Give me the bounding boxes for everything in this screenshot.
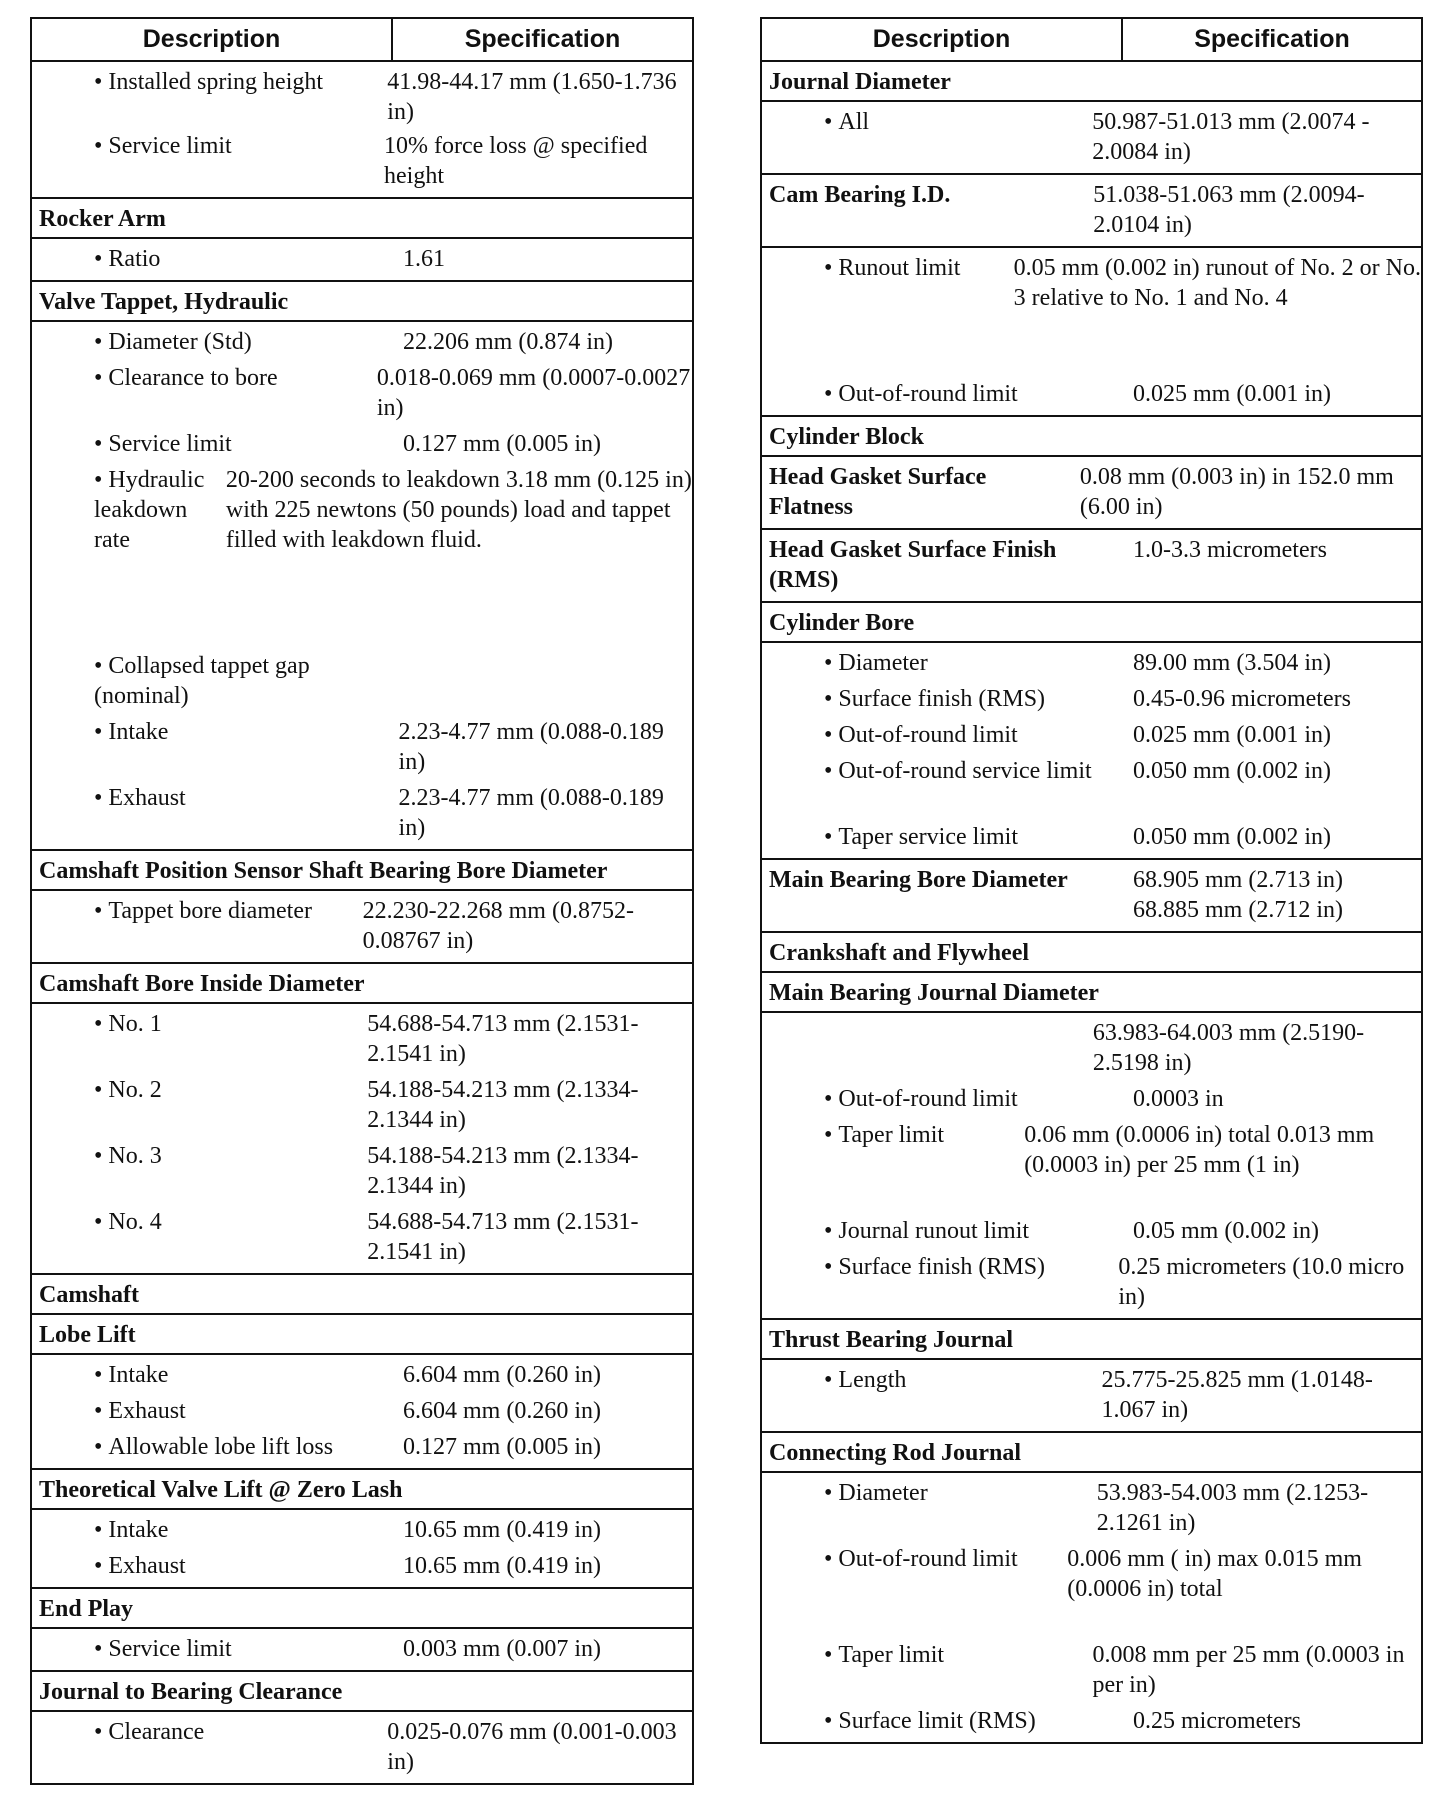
item-desc: • Installed spring height xyxy=(32,67,377,131)
item-spec: 0.0003 in xyxy=(1133,1086,1224,1112)
item-desc: • Surface limit (RMS) xyxy=(762,1706,1123,1736)
item-desc: • Clearance to bore xyxy=(32,363,367,429)
left-spec-table xyxy=(30,17,694,1785)
item-desc: • No. 3 xyxy=(32,1141,357,1207)
tappet-block xyxy=(31,321,693,850)
spring-block xyxy=(31,61,693,198)
item-desc: Head Gasket Surface Finish (RMS) xyxy=(769,537,1057,593)
item-desc: • Out-of-round service limit xyxy=(762,756,1123,822)
main-bearing-bore-row xyxy=(761,859,1422,932)
item-desc: • Runout limit xyxy=(762,253,1004,379)
item-spec: 0.45-0.96 micrometers xyxy=(1133,686,1351,712)
item-desc: • No. 1 xyxy=(32,1009,357,1075)
item-desc: • Length xyxy=(762,1365,1092,1425)
item-desc: Cam Bearing I.D. xyxy=(769,182,951,208)
item-desc: Main Bearing Bore Diameter xyxy=(769,867,1068,893)
item-spec: 0.008 mm per 25 mm (0.0003 in per in) xyxy=(1092,1642,1405,1698)
item-desc: • Diameter (Std) xyxy=(32,327,393,363)
cam-bearing-row xyxy=(761,174,1422,247)
item-spec: 0.25 micrometers xyxy=(1133,1708,1301,1734)
item-desc: • Taper limit xyxy=(762,1120,1014,1216)
item-spec: 54.688-54.713 mm (2.1531-2.1541 in) xyxy=(367,1209,639,1265)
section-crankshaft: Crankshaft and Flywheel xyxy=(761,932,1422,972)
item-desc: • No. 4 xyxy=(32,1207,357,1267)
left-spec-table-container xyxy=(30,17,694,1785)
connecting-rod-block xyxy=(761,1472,1422,1743)
item-spec: 0.025 mm (0.001 in) xyxy=(1133,381,1331,407)
section-cps-bore: Camshaft Position Sensor Shaft Bearing Bore Diameter xyxy=(31,850,693,890)
item-desc: • No. 2 xyxy=(32,1075,357,1141)
item-spec: 53.983-54.003 mm (2.1253-2.1261 in) xyxy=(1096,1480,1369,1536)
item-desc: • All xyxy=(762,107,1082,167)
item-spec: 1.0-3.3 micrometers xyxy=(1133,537,1327,563)
item-spec: 25.775-25.825 mm (1.0148-1.067 in) xyxy=(1101,1367,1373,1423)
item-desc: • Intake xyxy=(32,717,389,783)
item-desc: • Service limit xyxy=(32,1634,393,1664)
item-spec: 6.604 mm (0.260 in) xyxy=(403,1398,601,1424)
right-spec-table xyxy=(760,17,1423,1744)
specification-header: Specification xyxy=(1122,18,1422,61)
item-desc: • Tappet bore diameter xyxy=(32,896,353,956)
item-desc: • Out-of-round limit xyxy=(762,720,1123,756)
item-desc: Head Gasket Surface Flatness xyxy=(769,464,987,520)
item-spec: 54.188-54.213 mm (2.1334-2.1344 in) xyxy=(367,1143,639,1199)
camshaft-bore-block xyxy=(31,1003,693,1274)
section-end-play: End Play xyxy=(31,1588,693,1628)
section-connecting-rod-journal: Connecting Rod Journal xyxy=(761,1432,1422,1472)
item-spec: 0.050 mm (0.002 in) xyxy=(1133,824,1331,850)
right-spec-table-container xyxy=(760,17,1423,1744)
item-spec: 63.983-64.003 mm (2.5190-2.5198 in) xyxy=(1092,1020,1365,1076)
item-desc: • Exhaust xyxy=(32,1396,393,1432)
description-header: Description xyxy=(31,18,392,61)
item-spec: 0.050 mm (0.002 in) xyxy=(1133,758,1331,784)
item-desc: • Taper limit xyxy=(762,1640,1082,1706)
item-spec: 0.003 mm (0.007 in) xyxy=(403,1636,601,1662)
item-spec: 0.06 mm (0.0006 in) total 0.013 mm (0.0003 in) per 25 mm (1 in) xyxy=(1024,1122,1375,1178)
item-spec: 0.05 mm (0.002 in) xyxy=(1133,1218,1319,1244)
item-desc: • Out-of-round limit xyxy=(762,1084,1123,1120)
item-spec: 0.127 mm (0.005 in) xyxy=(403,1434,601,1460)
item-spec: 51.038-51.063 mm (2.0094-2.0104 in) xyxy=(1093,182,1365,238)
section-journal-diameter: Journal Diameter xyxy=(761,61,1422,101)
runout-block xyxy=(761,247,1422,416)
specification-header: Specification xyxy=(392,18,693,61)
item-desc: • Exhaust xyxy=(32,1551,393,1581)
item-desc: • Hydraulic leakdown rate xyxy=(32,465,216,651)
section-valve-tappet: Valve Tappet, Hydraulic xyxy=(31,281,693,321)
item-spec: 10.65 mm (0.419 in) xyxy=(403,1553,601,1579)
item-spec: 0.006 mm ( in) max 0.015 mm (0.0006 in) total xyxy=(1067,1546,1362,1602)
item-desc: • Exhaust xyxy=(32,783,389,843)
item-desc: • Ratio xyxy=(32,244,393,274)
section-cylinder-bore: Cylinder Bore xyxy=(761,602,1422,642)
item-spec: 0.018-0.069 mm (0.0007-0.0027 in) xyxy=(376,365,691,421)
item-spec: 0.025-0.076 mm (0.001-0.003 in) xyxy=(387,1719,677,1775)
item-desc: • Taper service limit xyxy=(762,822,1123,852)
item-spec: 22.206 mm (0.874 in) xyxy=(403,329,613,355)
item-spec: 2.23-4.77 mm (0.088-0.189 in) xyxy=(398,719,664,775)
section-camshaft: Camshaft xyxy=(31,1274,693,1314)
item-spec: 0.08 mm (0.003 in) in 152.0 mm (6.00 in) xyxy=(1079,464,1394,520)
section-journal-bearing-clearance: Journal to Bearing Clearance xyxy=(31,1671,693,1711)
item-desc: • Diameter xyxy=(762,648,1123,684)
item-spec: 0.25 micrometers (10.0 micro in) xyxy=(1118,1254,1405,1310)
item-spec: 0.025 mm (0.001 in) xyxy=(1133,722,1331,748)
item-spec: 41.98-44.17 mm (1.650-1.736 in) xyxy=(387,69,677,125)
item-spec: 50.987-51.013 mm (2.0074 - 2.0084 in) xyxy=(1092,109,1370,165)
item-spec: 2.23-4.77 mm (0.088-0.189 in) xyxy=(398,785,664,841)
section-lobe-lift: Lobe Lift xyxy=(31,1314,693,1354)
main-bearing-journal-block xyxy=(761,1012,1422,1319)
item-spec: 20-200 seconds to leakdown 3.18 mm (0.125 in) with 225 newtons (50 pounds) load and tappet filled with leakdown fluid. xyxy=(225,467,692,553)
valve-lift-block xyxy=(31,1509,693,1588)
section-camshaft-bore: Camshaft Bore Inside Diameter xyxy=(31,963,693,1003)
lobe-lift-block xyxy=(31,1354,693,1469)
section-valve-lift: Theoretical Valve Lift @ Zero Lash xyxy=(31,1469,693,1509)
item-spec: 68.905 mm (2.713 in) 68.885 mm (2.712 in) xyxy=(1133,867,1343,923)
item-spec: 0.05 mm (0.002 in) runout of No. 2 or No. 3 relative to No. 1 and No. 4 xyxy=(1013,255,1421,311)
item-spec: 54.688-54.713 mm (2.1531-2.1541 in) xyxy=(367,1011,639,1067)
item-desc: • Surface finish (RMS) xyxy=(762,1252,1108,1312)
section-main-bearing-journal: Main Bearing Journal Diameter xyxy=(761,972,1422,1012)
item-desc: • Service limit xyxy=(32,131,374,191)
item-spec: 6.604 mm (0.260 in) xyxy=(403,1362,601,1388)
item-spec: 0.127 mm (0.005 in) xyxy=(403,431,601,457)
head-gasket-flatness-row xyxy=(761,456,1422,529)
description-header: Description xyxy=(761,18,1122,61)
item-desc: • Clearance xyxy=(32,1717,377,1777)
item-desc: • Diameter xyxy=(762,1478,1087,1544)
item-spec: 89.00 mm (3.504 in) xyxy=(1133,650,1331,676)
section-rocker-arm: Rocker Arm xyxy=(31,198,693,238)
item-desc: • Service limit xyxy=(32,429,393,465)
item-desc: • Out-of-round limit xyxy=(762,1544,1057,1640)
item-desc: • Intake xyxy=(32,1360,393,1396)
item-spec: 1.61 xyxy=(403,246,445,272)
item-spec: 10% force loss @ specified height xyxy=(384,133,648,189)
item-spec: 10.65 mm (0.419 in) xyxy=(403,1517,601,1543)
item-desc: • Surface finish (RMS) xyxy=(762,684,1123,720)
item-desc: • Collapsed tappet gap (nominal) xyxy=(32,651,393,717)
section-cylinder-block: Cylinder Block xyxy=(761,416,1422,456)
head-gasket-finish-row xyxy=(761,529,1422,602)
section-thrust-bearing: Thrust Bearing Journal xyxy=(761,1319,1422,1359)
item-desc: • Out-of-round limit xyxy=(762,379,1123,409)
item-spec: 54.188-54.213 mm (2.1334-2.1344 in) xyxy=(367,1077,639,1133)
item-spec: 22.230-22.268 mm (0.8752-0.08767 in) xyxy=(362,898,634,954)
item-desc: • Intake xyxy=(32,1515,393,1551)
item-desc: • Allowable lobe lift loss xyxy=(32,1432,393,1462)
cylinder-bore-block xyxy=(761,642,1422,859)
item-desc: • Journal runout limit xyxy=(762,1216,1123,1252)
